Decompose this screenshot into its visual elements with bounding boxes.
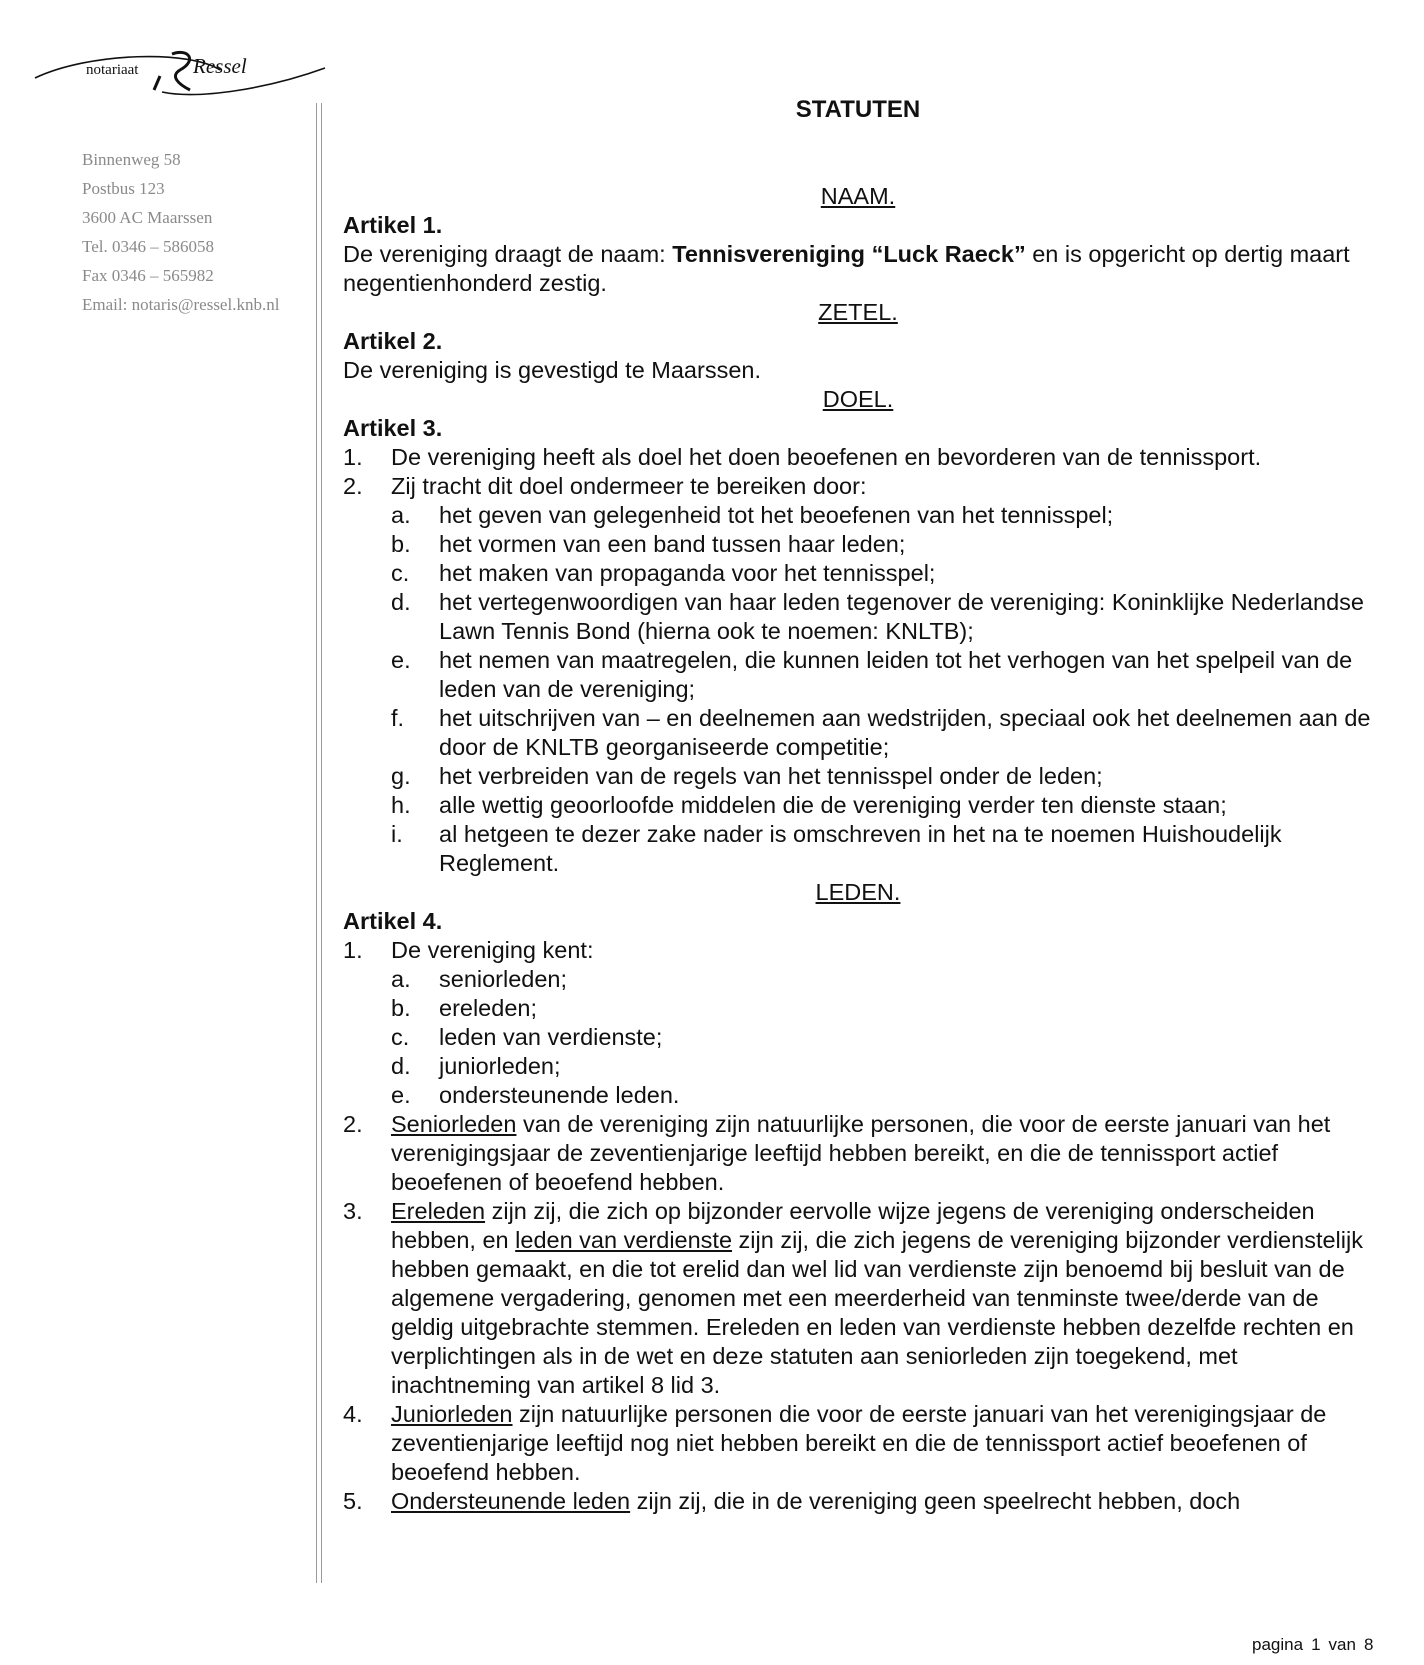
list-letter: d. xyxy=(391,589,411,615)
list-text: De vereniging heeft als doel het doen beoefenen en bevorderen van de tennissport. xyxy=(391,444,1262,470)
margin-divider xyxy=(316,103,317,1583)
article-3-title: Artikel 3. xyxy=(343,415,443,441)
list-text: zijn zij, die in de vereniging geen speelrecht hebben, doch xyxy=(630,1488,1241,1514)
list-text: zijn zij, die zich op bijzonder eervolle wijze jegens de vereniging onderscheiden hebben, en xyxy=(391,1198,1315,1253)
logo-name: Ressel xyxy=(193,54,247,78)
list-item xyxy=(343,1400,1373,1487)
address-block xyxy=(82,145,279,319)
sub-list-item xyxy=(343,1052,1373,1081)
list-text: leden van verdienste; xyxy=(439,1024,663,1050)
list-text: alle wettig geoorloofde middelen die de vereniging verder ten dienste staan; xyxy=(439,792,1227,818)
list-text: ereleden; xyxy=(439,995,537,1021)
address-city: 3600 AC Maarssen xyxy=(82,208,213,227)
document-body xyxy=(343,95,1373,1516)
list-text: al hetgeen te dezer zake nader is omschreven in het na te noemen Huishoudelijk Reglement. xyxy=(439,821,1282,876)
list-item xyxy=(343,936,1373,965)
sub-list-item xyxy=(343,791,1373,820)
list-item xyxy=(343,1197,1373,1400)
list-text: het uitschrijven van – en deelnemen aan wedstrijden, speciaal ook het deelnemen aan de door de KNLTB georganiseerde competitie; xyxy=(439,705,1371,760)
list-text: het nemen van maatregelen, die kunnen leiden tot het verhogen van het spelpeil van de leden van de vereniging; xyxy=(439,647,1353,702)
article-1-text xyxy=(343,240,1373,298)
list-item xyxy=(343,443,1373,472)
list-letter: b. xyxy=(391,995,411,1021)
section-heading-doel: DOEL. xyxy=(822,386,894,412)
list-letter: b. xyxy=(391,531,411,557)
address-email: Email: notaris@ressel.knb.nl xyxy=(82,295,280,314)
section-heading-zetel: ZETEL. xyxy=(818,299,898,325)
margin-divider xyxy=(321,103,322,1583)
article-1-text-end: en is opgericht op dertig maart negentienhonderd zestig. xyxy=(343,241,1350,296)
sub-list-item xyxy=(343,646,1373,704)
sub-list-item xyxy=(343,588,1373,646)
list-letter: i. xyxy=(391,821,403,847)
page-total: 8 xyxy=(1363,1635,1374,1654)
list-text: het verbreiden van de regels van het tennisspel onder de leden; xyxy=(439,763,1103,789)
document-title: STATUTEN xyxy=(795,96,921,123)
section-heading-leden: LEDEN. xyxy=(815,879,901,905)
list-number: 3. xyxy=(343,1198,363,1224)
list-letter: e. xyxy=(391,1082,411,1108)
list-text: Zij tracht dit doel ondermeer te bereiken door: xyxy=(391,473,867,499)
list-text: het vormen van een band tussen haar leden; xyxy=(439,531,906,557)
sub-list-item xyxy=(343,704,1373,762)
page-label: pagina xyxy=(1252,1635,1304,1654)
sub-list-item xyxy=(343,1081,1373,1110)
defined-term: leden van verdienste xyxy=(515,1227,733,1253)
logo-swoosh-icon xyxy=(30,40,330,100)
list-text: ondersteunende leden. xyxy=(439,1082,680,1108)
page-number xyxy=(1252,1635,1381,1655)
defined-term: Juniorleden xyxy=(391,1401,513,1427)
sub-list-item xyxy=(343,994,1373,1023)
list-text: zijn zij, die zich jegens de vereniging bijzonder verdienstelijk hebben gemaakt, en die tot erelid dan wel lid van verdienste zijn benoemd bij besluit van de algemene vergadering, genomen met een meerderheid van tenminste twee/derde van de geldig uitgebrachte stemmen. Ereleden en leden van verdienste hebben dezelfde rechten en verplichtingen als in de wet en deze statuten aan seniorleden zijn toegekend, met inachtneming van artikel 8 lid 3. xyxy=(391,1227,1363,1398)
article-4-title: Artikel 4. xyxy=(343,908,443,934)
address-phone: Tel. 0346 – 586058 xyxy=(82,237,214,256)
list-number: 1. xyxy=(343,937,363,963)
defined-term: Ondersteunende leden xyxy=(391,1488,631,1514)
defined-term: Seniorleden xyxy=(391,1111,517,1137)
list-text: van de vereniging zijn natuurlijke personen, die voor de eerste januari van het verenigingsjaar de zeventienjarige leeftijd hebben bereikt, en die de tennissport actief beoefenen of beoefend hebben. xyxy=(391,1111,1331,1195)
list-letter: f. xyxy=(391,705,405,731)
section-heading-naam: NAAM. xyxy=(820,183,896,209)
sub-list-item xyxy=(343,965,1373,994)
sub-list-item xyxy=(343,762,1373,791)
logo-prefix: notariaat xyxy=(86,62,139,78)
list-letter: h. xyxy=(391,792,411,818)
list-number: 5. xyxy=(343,1488,363,1514)
sub-list-item xyxy=(343,820,1373,878)
page-of: van xyxy=(1328,1635,1356,1654)
list-item xyxy=(343,1110,1373,1197)
list-letter: a. xyxy=(391,966,411,992)
list-text: zijn natuurlijke personen die voor de eerste januari van het verenigingsjaar de zeventienjarige leeftijd nog niet hebben bereikt en die de tennissport actief beoefenen of beoefend hebben. xyxy=(391,1401,1327,1485)
list-text: juniorleden; xyxy=(439,1053,561,1079)
list-letter: c. xyxy=(391,1024,410,1050)
club-name: Tennisvereniging “Luck Raeck” xyxy=(672,241,1026,267)
article-2-title: Artikel 2. xyxy=(343,328,443,354)
list-number: 4. xyxy=(343,1401,363,1427)
list-text: het maken van propaganda voor het tennisspel; xyxy=(439,560,936,586)
address-street: Binnenweg 58 xyxy=(82,150,181,169)
list-item xyxy=(343,1487,1373,1516)
sub-list-item xyxy=(343,501,1373,530)
list-number: 1. xyxy=(343,444,363,470)
defined-term: Ereleden xyxy=(391,1198,486,1224)
list-letter: a. xyxy=(391,502,411,528)
list-letter: g. xyxy=(391,763,411,789)
sub-list-item xyxy=(343,530,1373,559)
list-letter: e. xyxy=(391,647,411,673)
list-text: De vereniging kent: xyxy=(391,937,594,963)
article-1-text-start: De vereniging draagt de naam: xyxy=(343,241,673,267)
list-text: het geven van gelegenheid tot het beoefenen van het tennisspel; xyxy=(439,502,1114,528)
article-2-text: De vereniging is gevestigd te Maarssen. xyxy=(343,357,761,383)
list-number: 2. xyxy=(343,473,363,499)
address-fax: Fax 0346 – 565982 xyxy=(82,266,214,285)
address-pobox: Postbus 123 xyxy=(82,179,165,198)
list-number: 2. xyxy=(343,1111,363,1137)
sub-list-item xyxy=(343,559,1373,588)
article-1-title: Artikel 1. xyxy=(343,212,443,238)
list-letter: c. xyxy=(391,560,410,586)
list-letter: d. xyxy=(391,1053,411,1079)
notary-logo xyxy=(30,40,330,100)
list-item xyxy=(343,472,1373,501)
list-text: seniorleden; xyxy=(439,966,568,992)
sub-list-item xyxy=(343,1023,1373,1052)
page-current: 1 xyxy=(1311,1635,1321,1654)
list-text: het vertegenwoordigen van haar leden tegenover de vereniging: Koninklijke Nederlandse Lawn Tennis Bond (hierna ook te noemen: KNLTB); xyxy=(439,589,1364,644)
